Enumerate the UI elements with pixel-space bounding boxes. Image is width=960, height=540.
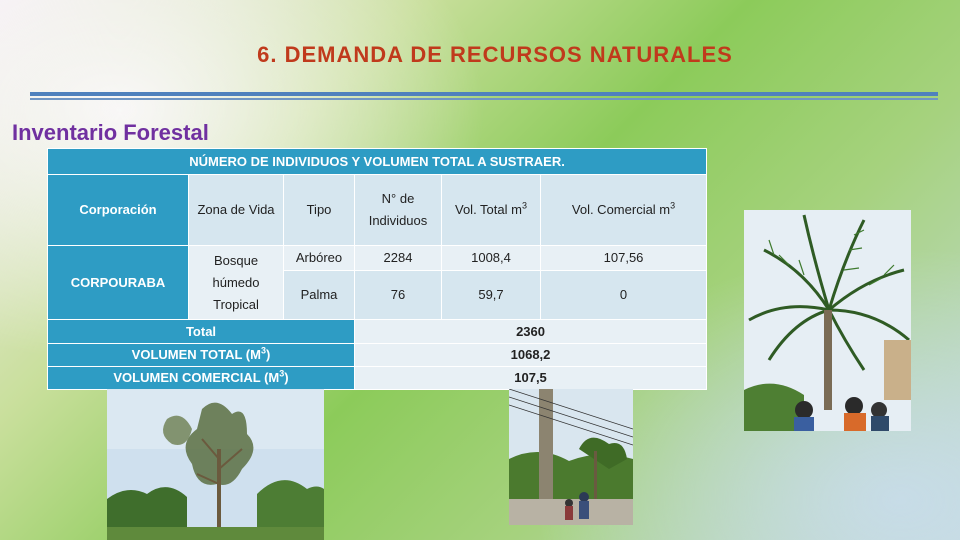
slide-title: 6. DEMANDA DE RECURSOS NATURALES: [257, 42, 733, 67]
table-row: [48, 246, 707, 271]
palm-tree-photo: [744, 210, 911, 431]
summary-row: [48, 320, 707, 344]
tipo-cell: Palma: [284, 271, 355, 320]
title-divider: [30, 92, 938, 96]
tipo-cell: Arbóreo: [284, 246, 355, 271]
summary-row: [48, 367, 707, 390]
vol-total-cell: 59,7: [442, 271, 541, 320]
tree-photo: [107, 389, 324, 540]
summary-label: Total: [48, 320, 355, 344]
zona-cell: Bosque húmedo Tropical: [189, 246, 284, 320]
header-corporacion: Corporación: [48, 175, 189, 246]
header-individuos: N° de Individuos: [355, 175, 442, 246]
summary-value: 107,5: [355, 367, 707, 390]
forest-inventory-table: [47, 148, 707, 390]
header-vol-total: Vol. Total $m^3$: [442, 175, 541, 246]
summary-row: [48, 344, 707, 367]
summary-value: 1068,2: [355, 344, 707, 367]
header-tipo: Tipo: [284, 175, 355, 246]
individuos-cell: 76: [355, 271, 442, 320]
vol-comercial-cell: 0: [541, 271, 707, 320]
palm-row-photo: [509, 389, 633, 525]
table-caption: NÚMERO DE INDIVIDUOS Y VOLUMEN TOTAL A SUSTRAER.: [48, 149, 707, 175]
summary-label: VOLUMEN TOTAL $(M^3)$: [48, 344, 355, 367]
vol-total-cell: 1008,4: [442, 246, 541, 271]
summary-value: 2360: [355, 320, 707, 344]
header-zona: Zona de Vida: [189, 175, 284, 246]
section-subtitle: Inventario Forestal: [12, 120, 209, 145]
corporacion-cell: CORPOURABA: [48, 246, 189, 320]
title-divider-thin: [30, 98, 938, 100]
header-vol-comercial: Vol. Comercial $m^3$: [541, 175, 707, 246]
summary-label: VOLUMEN COMERCIAL $(M^3)$: [48, 367, 355, 390]
individuos-cell: 2284: [355, 246, 442, 271]
vol-comercial-cell: 107,56: [541, 246, 707, 271]
